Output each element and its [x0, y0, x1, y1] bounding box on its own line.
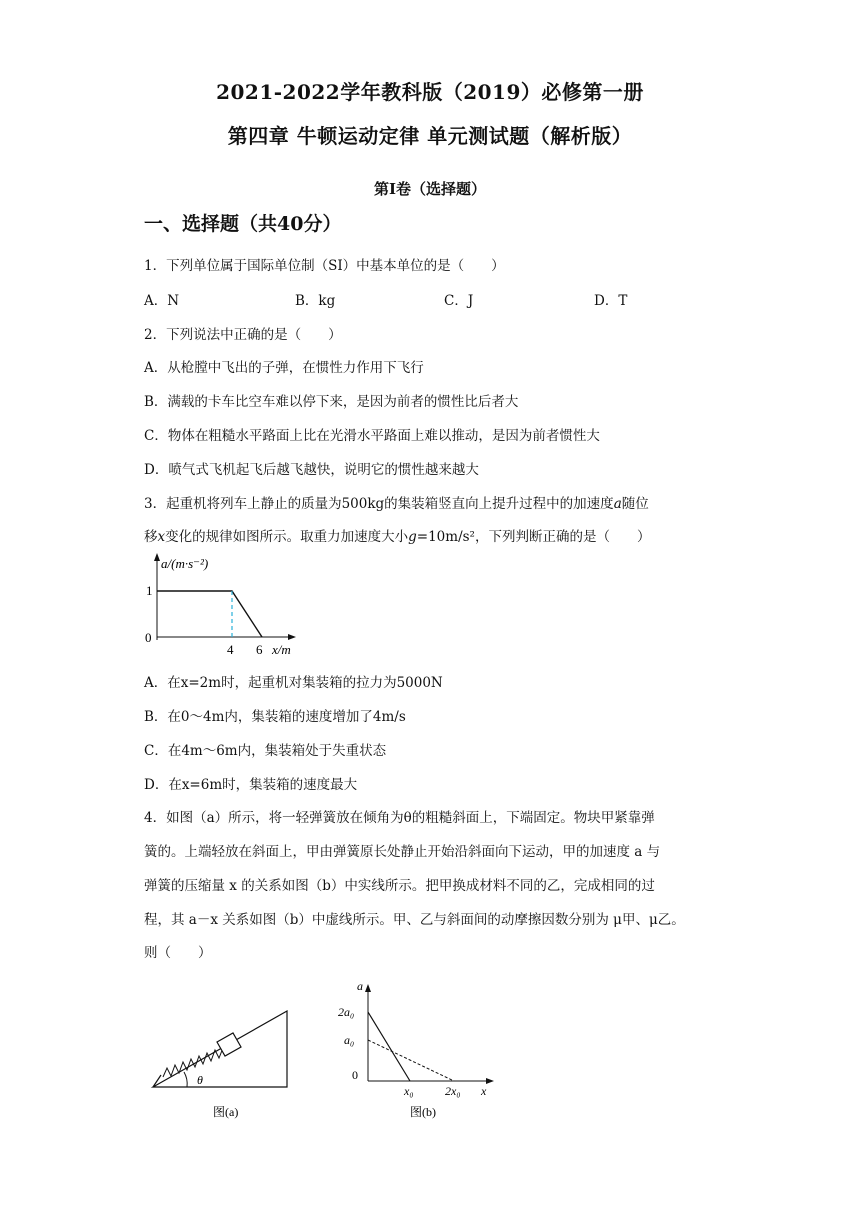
doc-subtitle: 第四章 牛顿运动定律 单元测试题（解析版） [227, 124, 633, 148]
q4-stem-line2: 簧的。上端轻放在斜面上，甲由弹簧原长处静止开始沿斜面向下运动，甲的加速度 a 与 [144, 844, 661, 860]
q4-figb-xlabel: x [481, 1084, 487, 1098]
q4-figb-tick-2a0: 2a₀ [338, 1005, 355, 1019]
q4-figure-a [145, 1005, 305, 1125]
q2-option-a: A．从枪膛中飞出的子弹，在惯性力作用下飞行 [144, 360, 424, 376]
q1-stem: 1．下列单位属于国际单位制（SI）中基本单位的是（ ） [144, 258, 505, 274]
q4-figb-caption: 图(b) [410, 1105, 436, 1119]
part-heading: 第Ⅰ卷（选择题） [373, 180, 487, 198]
q3-graph-tick-1: 1 [146, 583, 153, 598]
q4-stem-line1: 4．如图（a）所示，将一轻弹簧放在倾角为θ的粗糙斜面上，下端固定。物块甲紧靠弹 [144, 810, 655, 826]
q3-graph [140, 550, 320, 660]
q4-figb-origin: 0 [352, 1068, 358, 1082]
q3-graph-tick-6: 6 [256, 642, 263, 657]
q1-option-d: D．T [594, 293, 628, 309]
q3-graph-origin: 0 [145, 630, 152, 645]
q4-stem-line5: 则（ ） [144, 945, 212, 961]
block-icon [217, 1033, 241, 1056]
q1-option-a: A．N [144, 293, 180, 309]
q4-figb-ylabel: a [357, 979, 363, 993]
q2-stem: 2．下列说法中正确的是（ ） [144, 327, 342, 343]
q1-option-c: C．J [444, 293, 474, 309]
q3-option-d: D．在x=6m时，集装箱的速度最大 [144, 777, 358, 793]
doc-title: 2021-2022学年教科版（2019）必修第一册 [216, 80, 644, 104]
q3-option-c: C．在4m～6m内，集装箱处于失重状态 [144, 743, 387, 759]
q3-option-b: B．在0～4m内，集装箱的速度增加了4m/s [144, 709, 406, 725]
q4-stem-line4: 程，其 a－x 关系如图（b）中虚线所示。甲、乙与斜面间的动摩擦因数分别为 μ甲、μ乙。 [144, 912, 685, 928]
q4-figb-tick-a0: a₀ [344, 1033, 355, 1047]
q3-graph-ylabel: a/(m·s⁻²) [161, 556, 209, 571]
q3-stem-line2: 移x变化的规律如图所示。取重力加速度大小g=10m/s²，下列判断正确的是（ ） [144, 529, 651, 545]
section-heading: 一、选择题（共40分） [144, 213, 342, 235]
q3-stem-line1: 3．起重机将列车上静止的质量为500kg的集装箱竖直向上提升过程中的加速度a随位 [144, 496, 649, 512]
q4-figb-tick-2x0: 2x₀ [445, 1084, 461, 1098]
q2-option-b: B．满载的卡车比空车难以停下来，是因为前者的惯性比后者大 [144, 394, 519, 410]
q1-option-b: B．kg [295, 293, 336, 309]
q4-figa-theta: θ [197, 1073, 203, 1087]
q2-option-d: D．喷气式飞机起飞后越飞越快，说明它的惯性越来越大 [144, 462, 479, 478]
q4-figa-caption: 图(a) [213, 1105, 239, 1119]
q4-stem-line3: 弹簧的压缩量 x 的关系如图（b）中实线所示。把甲换成材料不同的乙，完成相同的过 [144, 878, 655, 894]
q4-figb-tick-x0: x₀ [404, 1084, 414, 1098]
q3-option-a: A．在x=2m时，起重机对集装箱的拉力为5000N [144, 675, 443, 691]
q2-option-c: C．物体在粗糙水平路面上比在光滑水平路面上难以推动，是因为前者惯性大 [144, 428, 600, 444]
spring-icon [163, 1048, 223, 1077]
q3-graph-xlabel: x/m [272, 642, 291, 657]
q4-figure-b [330, 975, 505, 1125]
q3-graph-tick-4: 4 [227, 642, 234, 657]
